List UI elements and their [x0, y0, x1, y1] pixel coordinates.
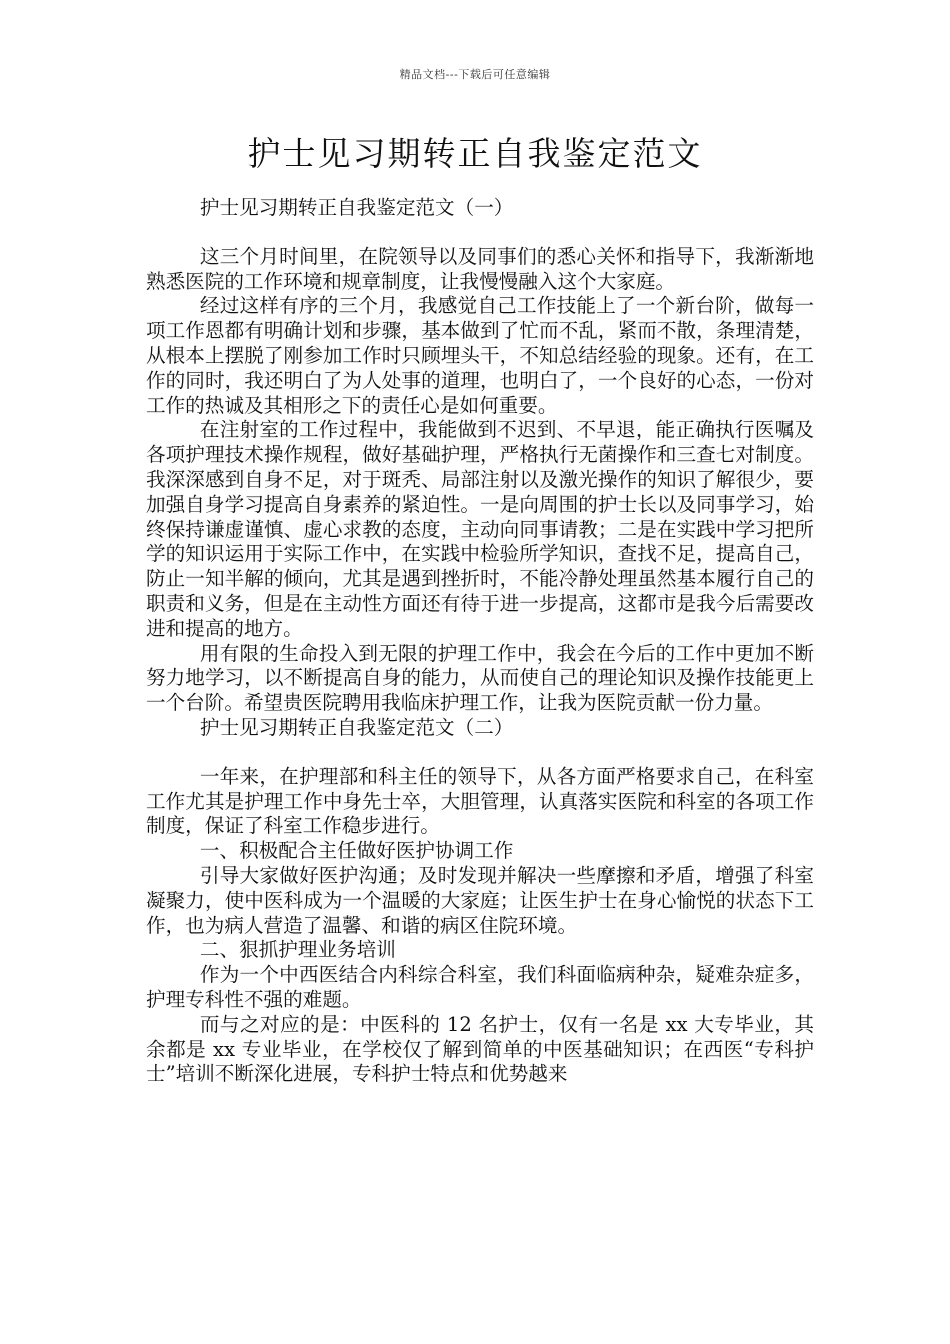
subheading-training: 二、狠抓护理业务培训 — [199, 938, 396, 962]
document-body — [146, 196, 814, 1087]
paragraph: 引导大家做好医护沟通；及时发现并解决一些摩擦和矛盾，增强了科室凝聚力，使中医科成为一个温暖的大家庭；让医生护士在身心愉悦的状态下工作，也为病人营造了温馨、和谐的病区住院环境。 — [146, 863, 814, 937]
document-title: 护士见习期转正自我鉴定范文 — [247, 134, 703, 173]
paragraph: 而与之对应的是：中医科的 12 名护士，仅有一名是 xx 大专毕业，其余都是 xx 专业毕业，在学校仅了解到简单的中医基础知识；在西医“专科护士”培训不断深化进展，专科护士特点和优势越来 — [146, 1012, 814, 1086]
paragraph: 作为一个中西医结合内科综合科室，我们科面临病种杂，疑难杂症多，护理专科性不强的难题。 — [146, 963, 814, 1011]
section-heading-one: 护士见习期转正自我鉴定范文（一） — [199, 196, 514, 219]
paragraph: 经过这样有序的三个月，我感觉自己工作技能上了一个新台阶，做每一项工作恩都有明确计划和步骤，基本做到了忙而不乱，紧而不散，条理清楚，从根本上摆脱了刚参加工作时只顾埋头干，不知总结经验的现象。还有，在工作的同时，我还明白了为人处事的道理，也明白了，一个良好的心态，一份对工作的热诚及其相形之下的责任心是如何重要。 — [146, 294, 814, 417]
paragraph: 用有限的生命投入到无限的护理工作中，我会在今后的工作中更加不断努力地学习，以不断提高自身的能力，从而使自己的理论知识及操作技能更上一个台阶。希望贵医院聘用我临床护理工作，让我为医院贡献一份力量。 — [146, 641, 814, 715]
paragraph: 这三个月时间里，在院领导以及同事们的悉心关怀和指导下，我渐渐地熟悉医院的工作环境和规章制度，让我慢慢融入这个大家庭。 — [146, 244, 814, 293]
section-heading-two: 护士见习期转正自我鉴定范文（二） — [199, 715, 514, 739]
paragraph: 在注射室的工作过程中，我能做到不迟到、不早退，能正确执行医嘱及各项护理技术操作规程，做好基础护理，严格执行无菌操作和三查七对制度。我深深感到自身不足，对于斑秃、局部注射以及激光操作的知识了解很少，要加强自身学习提高自身素养的紧迫性。一是向周围的护士长以及同事学习，始终保持谦虚谨慎、虚心求教的态度，主动向同事请教；二是在实践中学习把所学的知识运用于实际工作中，在实践中检验所学知识，查找不足，提高自己，防止一知半解的倾向，尤其是遇到挫折时，不能冷静处理虽然基本履行自己的职责和义务，但是在主动性方面还有待于进一步提高，这都市是我今后需要改进和提高的地方。 — [146, 418, 814, 640]
paragraph: 一年来，在护理部和科主任的领导下，从各方面严格要求自己，在科室工作尤其是护理工作中身先士卒，大胆管理，认真落实医院和科室的各项工作制度，保证了科室工作稳步进行。 — [146, 764, 814, 838]
header-note: 精品文档---下载后可任意编辑 — [399, 68, 551, 81]
subheading-coordination: 一、积极配合主任做好医护协调工作 — [199, 839, 514, 863]
